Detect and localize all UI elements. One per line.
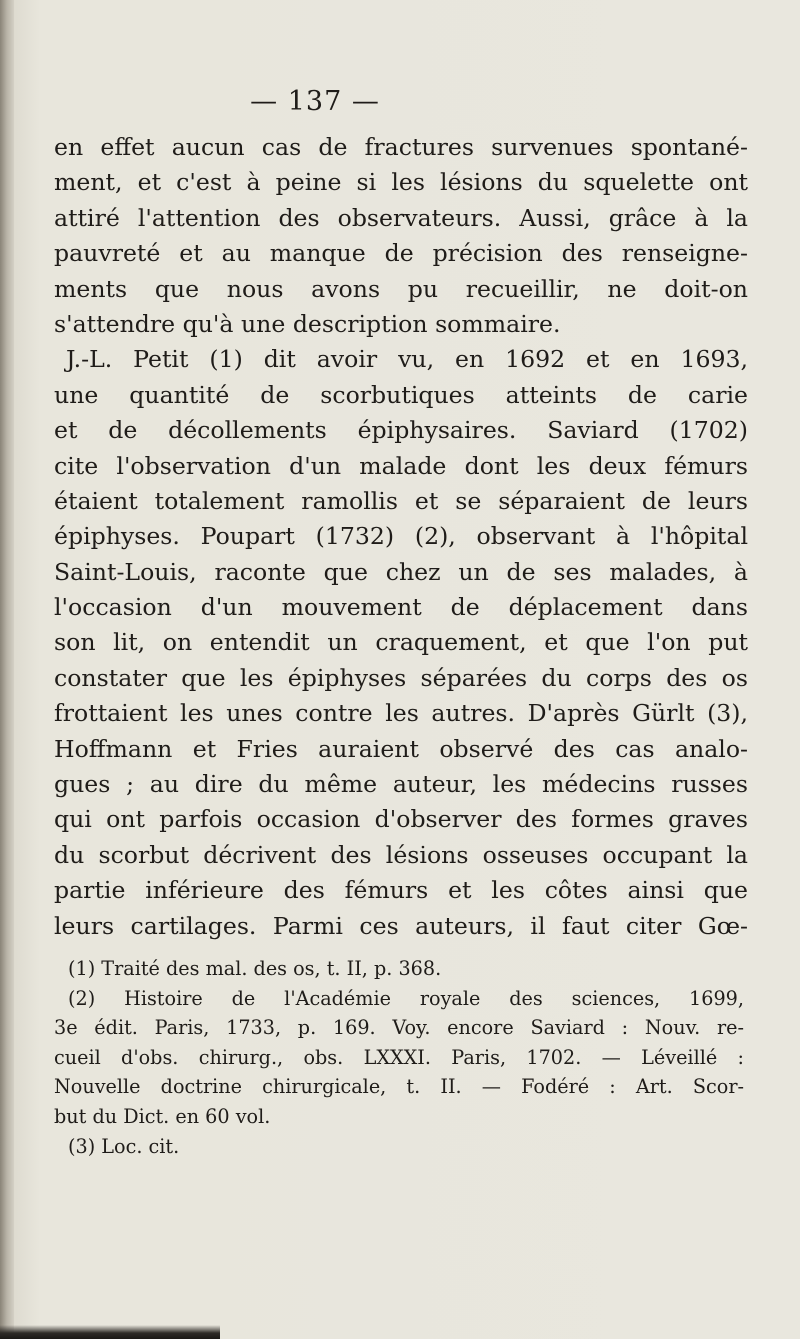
body-line: pauvreté et au manque de précision des renseigne-	[54, 239, 748, 268]
body-line: leurs cartilages. Parmi ces auteurs, il faut citer Gœ-	[54, 911, 748, 940]
body-line: étaient totalement ramollis et se séparaient de leurs	[54, 486, 748, 515]
body-line: gues ; au dire du même auteur, les médecins russes	[54, 770, 748, 799]
footnote-line: but du Dict. en 60 vol.	[54, 1104, 271, 1128]
body-line: l'occasion d'un mouvement de déplacement dans	[54, 593, 748, 622]
body-line: et de décollements épiphysaires. Saviard (1702)	[54, 416, 748, 445]
body-line: frottaient les unes contre les autres. D'après Gürlt (3),	[54, 699, 748, 728]
footnotes	[54, 954, 744, 1161]
body-line: qui ont parfois occasion d'observer des formes graves	[54, 805, 748, 834]
body-line: ments que nous avons pu recueillir, ne doit-on	[54, 274, 748, 303]
page-corner-shadow	[0, 1325, 220, 1339]
body-line: épiphyses. Poupart (1732) (2), observant à l'hôpital	[54, 522, 748, 551]
body-line: partie inférieure des fémurs et les côtes ainsi que	[54, 876, 748, 905]
body-line: constater que les épiphyses séparées du corps des os	[54, 663, 748, 692]
body-text	[54, 130, 748, 944]
footnote-line: Nouvelle doctrine chirurgicale, t. II. — Fodéré : Art. Scor-	[54, 1075, 744, 1099]
body-line: cite l'observation d'un malade dont les deux fémurs	[54, 451, 748, 480]
body-line: ment, et c'est à peine si les lésions du squelette ont	[54, 168, 748, 197]
body-line: une quantité de scorbutiques atteints de carie	[54, 380, 748, 409]
footnote-line: (2) Histoire de l'Académie royale des sciences, 1699,	[68, 986, 744, 1010]
footnote-line: (1) Traité des mal. des os, t. II, p. 368.	[68, 957, 442, 980]
footnote-line: 3e édit. Paris, 1733, p. 169. Voy. encore Saviard : Nouv. re-	[54, 1016, 744, 1040]
body-line: du scorbut décrivent des lésions osseuses occupant la	[54, 840, 748, 869]
footnote-line: (3) Loc. cit.	[68, 1134, 180, 1158]
page-number: — 137 —	[250, 86, 380, 117]
body-line: Saint-Louis, raconte que chez un de ses malades, à	[54, 557, 748, 586]
body-line: en effet aucun cas de fractures survenues spontané-	[54, 133, 748, 161]
body-line: attiré l'attention des observateurs. Aussi, grâce à la	[54, 203, 748, 232]
page-binding-shadow	[0, 0, 14, 1339]
body-line: J.-L. Petit (1) dit avoir vu, en 1692 et en 1693,	[66, 345, 748, 374]
body-line: Hoffmann et Fries auraient observé des cas analo-	[54, 734, 748, 763]
body-line: s'attendre qu'à une description sommaire.	[54, 309, 561, 338]
footnote-line: cueil d'obs. chirurg., obs. LXXXI. Paris, 1702. — Léveillé :	[54, 1045, 744, 1069]
body-line: son lit, on entendit un craquement, et que l'on put	[54, 628, 748, 657]
